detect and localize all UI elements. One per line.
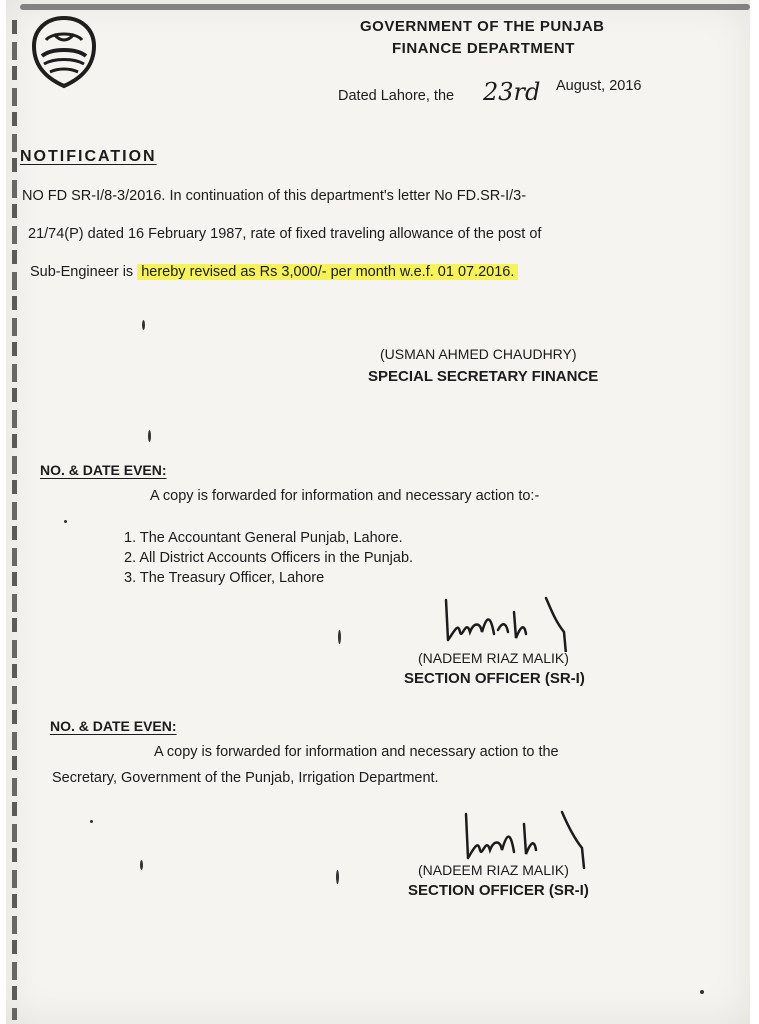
- section-officer-name-2: (NADEEM RIAZ MALIK): [418, 862, 569, 878]
- section-officer-signature-1: [436, 592, 586, 652]
- highlighted-revision: hereby revised as Rs 3,000/- per month w.e.f. 01 07.2016.: [137, 264, 518, 280]
- scan-speck: [140, 860, 143, 870]
- date-handwritten: 23rd: [483, 78, 541, 106]
- scan-speck: [148, 430, 151, 442]
- recipient-2: 2. All District Accounts Officers in the Punjab.: [124, 550, 414, 566]
- scan-speck: [64, 520, 67, 523]
- scan-speck: [142, 320, 145, 330]
- dated-prefix: Dated Lahore, the: [338, 88, 455, 104]
- notification-line-1: NO FD SR-I/8-3/2016. In continuation of this department's letter No FD.SR-I/3-: [22, 188, 527, 204]
- recipient-3: 3. The Treasury Officer, Lahore: [124, 570, 325, 586]
- department-title: FINANCE DEPARTMENT: [392, 40, 575, 57]
- special-secretary-name: (USMAN AHMED CHAUDHRY): [380, 346, 577, 362]
- section-officer-signature-2: [452, 806, 602, 870]
- government-title: GOVERNMENT OF THE PUNJAB: [360, 18, 605, 35]
- scan-edge-left: [12, 20, 17, 1020]
- section-officer-title-2: SECTION OFFICER (SR-I): [408, 882, 589, 899]
- notification-line-3-plain: Sub-Engineer is: [30, 264, 138, 280]
- scan-speck: [336, 870, 339, 884]
- notification-line-3: [30, 264, 518, 280]
- special-secretary-title: SPECIAL SECRETARY FINANCE: [368, 368, 599, 385]
- endorsement-2-line-2: Secretary, Government of the Punjab, Irrigation Department.: [52, 770, 439, 786]
- endorsement-1-intro: A copy is forwarded for information and necessary action to:-: [150, 488, 540, 504]
- scan-speck: [90, 820, 93, 823]
- notification-line-2: 21/74(P) dated 16 February 1987, rate of fixed traveling allowance of the post of: [28, 226, 542, 242]
- endorsement-2-line-1: A copy is forwarded for information and necessary action to the: [154, 744, 559, 760]
- recipient-1: 1. The Accountant General Punjab, Lahore.: [124, 530, 403, 546]
- scan-speck: [700, 990, 704, 994]
- endorsement-1-heading: NO. & DATE EVEN:: [40, 462, 167, 478]
- dated-suffix: August, 2016: [556, 78, 642, 94]
- section-officer-title-1: SECTION OFFICER (SR-I): [404, 670, 585, 687]
- section-officer-name-1: (NADEEM RIAZ MALIK): [418, 650, 569, 666]
- scan-edge-top: [20, 4, 750, 10]
- scan-speck: [338, 630, 341, 644]
- punjab-crest-icon: [24, 12, 104, 92]
- endorsement-2-heading: NO. & DATE EVEN:: [50, 718, 177, 734]
- notification-heading: NOTIFICATION: [20, 148, 157, 165]
